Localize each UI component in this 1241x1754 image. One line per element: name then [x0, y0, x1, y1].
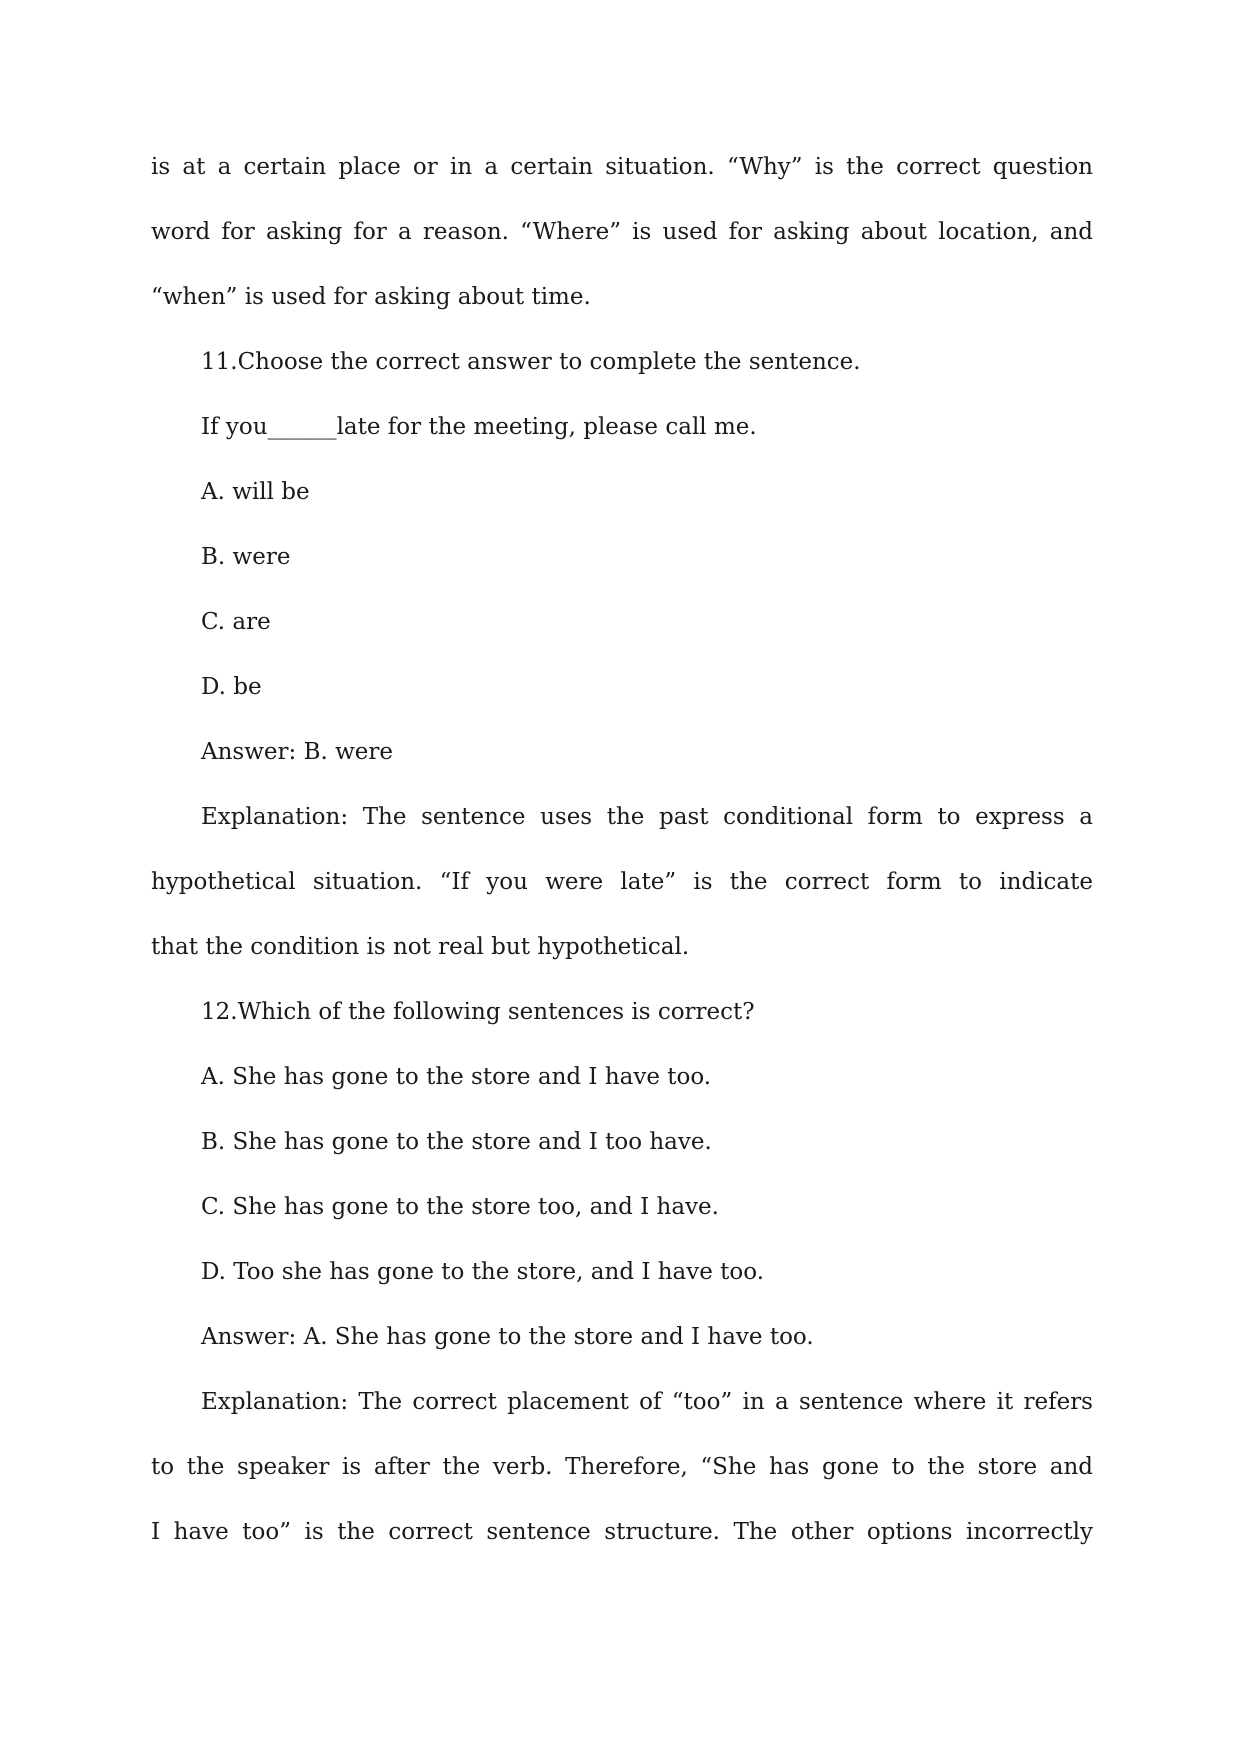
paragraph-line: is at a certain place or in a certain situation. “Why” is the correct question	[151, 154, 1093, 180]
question-12-answer: Answer: A. She has gone to the store and I have too.	[201, 1324, 814, 1350]
explanation-line: Explanation: The correct placement of “too” in a sentence where it refers	[201, 1389, 1093, 1415]
option-c: C. She has gone to the store too, and I have.	[201, 1194, 719, 1220]
option-d: D. be	[201, 674, 262, 700]
explanation-line: hypothetical situation. “If you were late” is the correct form to indicate	[151, 869, 1093, 895]
document-page	[151, 135, 1093, 1565]
option-b: B. were	[201, 544, 291, 570]
question-11-stem: If you______late for the meeting, please call me.	[201, 414, 757, 440]
question-12-title: 12.Which of the following sentences is correct?	[201, 999, 755, 1025]
option-c: C. are	[201, 609, 271, 635]
question-11-answer: Answer: B. were	[201, 739, 394, 765]
option-a: A. will be	[201, 479, 310, 505]
explanation-line: to the speaker is after the verb. Therefore, “She has gone to the store and	[151, 1454, 1093, 1480]
question-11-title: 11.Choose the correct answer to complete the sentence.	[201, 349, 861, 375]
option-d: D. Too she has gone to the store, and I have too.	[201, 1259, 765, 1285]
paragraph-line: word for asking for a reason. “Where” is used for asking about location, and	[151, 219, 1093, 245]
paragraph-line: “when” is used for asking about time.	[151, 284, 591, 310]
explanation-line: I have too” is the correct sentence structure. The other options incorrectly	[151, 1519, 1093, 1545]
explanation-line: that the condition is not real but hypothetical.	[151, 934, 690, 960]
option-b: B. She has gone to the store and I too have.	[201, 1129, 712, 1155]
option-a: A. She has gone to the store and I have too.	[201, 1064, 712, 1090]
explanation-line: Explanation: The sentence uses the past conditional form to express a	[201, 804, 1093, 830]
